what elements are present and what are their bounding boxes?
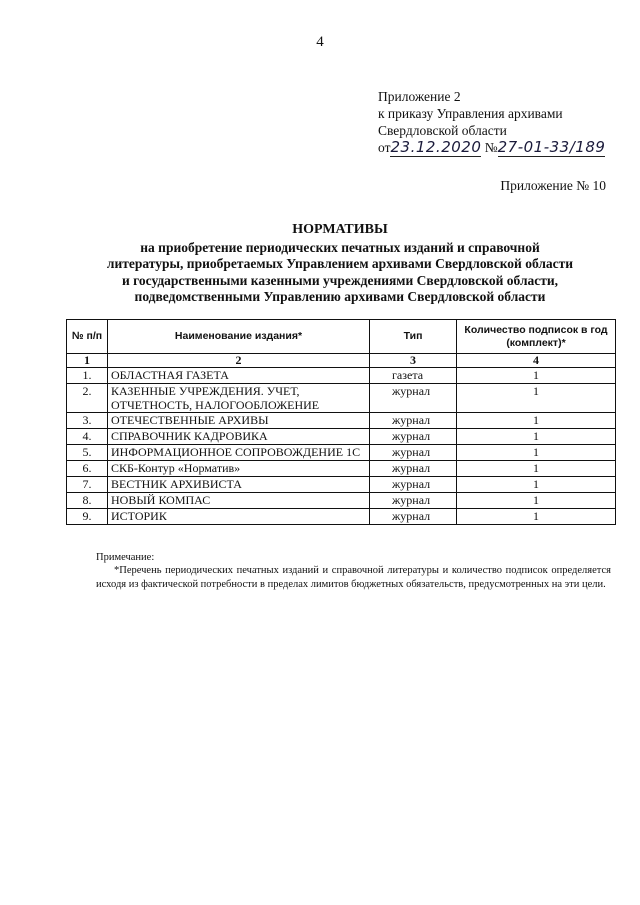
row-type: журнал: [370, 429, 457, 445]
title-line4: подведомственными Управлению архивами Свердловской области: [134, 289, 546, 304]
header-qty: Количество подписок в год (комплект)*: [457, 320, 616, 354]
row-name: ИСТОРИК: [108, 509, 370, 525]
row-qty: 1: [457, 429, 616, 445]
table-header-row: [67, 320, 616, 354]
appendix-header: [378, 88, 605, 157]
row-number: 8.: [67, 493, 108, 509]
col-number: 1: [67, 354, 108, 368]
handwritten-order-number: 27-01-33/189: [497, 138, 606, 156]
row-number: 6.: [67, 461, 108, 477]
col-number: 4: [457, 354, 616, 368]
row-number: 1.: [67, 368, 108, 384]
table-row: [67, 384, 616, 413]
table-row: [67, 493, 616, 509]
date-prefix: от: [378, 140, 391, 155]
header-num: № п/п: [67, 320, 108, 354]
row-name: НОВЫЙ КОМПАС: [108, 493, 370, 509]
row-name: СПРАВОЧНИК КАДРОВИКА: [108, 429, 370, 445]
col-number: 2: [108, 354, 370, 368]
row-type: журнал: [370, 477, 457, 493]
table-row: [67, 429, 616, 445]
table-row: [67, 509, 616, 525]
row-number: 5.: [67, 445, 108, 461]
row-qty: 1: [457, 413, 616, 429]
title-line3: и государственными казенными учреждениями Свердловской области,: [121, 272, 559, 288]
appendix-header-line1: Приложение 2: [378, 89, 461, 104]
row-type: журнал: [370, 493, 457, 509]
row-number: 7.: [67, 477, 108, 493]
row-type: журнал: [370, 445, 457, 461]
table-row: [67, 461, 616, 477]
header-type: Тип: [370, 320, 457, 354]
note-label: Примечание:: [96, 552, 155, 563]
table-row: [67, 413, 616, 429]
row-qty: 1: [457, 368, 616, 384]
title-main: НОРМАТИВЫ: [292, 222, 388, 237]
col-number: 3: [370, 354, 457, 368]
norms-table: [66, 319, 616, 525]
row-qty: 1: [457, 477, 616, 493]
row-name: ОТЕЧЕСТВЕННЫЕ АРХИВЫ: [108, 413, 370, 429]
row-name: ИНФОРМАЦИОННОЕ СОПРОВОЖДЕНИЕ 1С: [108, 445, 370, 461]
row-name: СКБ-Контур «Норматив»: [108, 461, 370, 477]
column-number-row: [67, 354, 616, 368]
row-type: журнал: [370, 384, 457, 413]
row-qty: 1: [457, 384, 616, 413]
row-qty: 1: [457, 493, 616, 509]
row-type: журнал: [370, 461, 457, 477]
number-prefix: №: [484, 140, 498, 155]
row-type: газета: [370, 368, 457, 384]
row-qty: 1: [457, 445, 616, 461]
order-date-number-line: [378, 139, 605, 157]
table-row: [67, 477, 616, 493]
row-qty: 1: [457, 509, 616, 525]
row-number: 3.: [67, 413, 108, 429]
row-type: журнал: [370, 509, 457, 525]
row-number: 2.: [67, 384, 108, 413]
table-row: [67, 445, 616, 461]
title-line2: литературы, приобретаемых Управлением архивами Свердловской области: [106, 256, 574, 271]
row-type: журнал: [370, 413, 457, 429]
document-title: [60, 222, 620, 306]
page-number: 4: [316, 34, 324, 50]
appendix-header-line2: к приказу Управления архивами: [378, 106, 563, 121]
title-line1: на приобретение периодических печатных изданий и справочной: [140, 239, 540, 255]
appendix-10-label: Приложение № 10: [500, 178, 606, 193]
row-name: ВЕСТНИК АРХИВИСТА: [108, 477, 370, 493]
handwritten-date: 23.12.2020: [390, 138, 482, 156]
header-name: Наименование издания*: [108, 320, 370, 354]
row-qty: 1: [457, 461, 616, 477]
note-text: *Перечень периодических печатных изданий и справочной литературы и количество подписок определяется исходя из фактической потребности в пределах лимитов бюджетных обязательств, предусмотренных на эти цели.: [96, 565, 611, 590]
table-row: [67, 368, 616, 384]
row-name: ОБЛАСТНАЯ ГАЗЕТА: [108, 368, 370, 384]
appendix-header-line3: Свердловской области: [378, 123, 507, 138]
row-number: 9.: [67, 509, 108, 525]
row-number: 4.: [67, 429, 108, 445]
row-name: КАЗЕННЫЕ УЧРЕЖДЕНИЯ. УЧЕТ, ОТЧЕТНОСТЬ, НАЛОГООБЛОЖЕНИЕ: [108, 384, 370, 413]
